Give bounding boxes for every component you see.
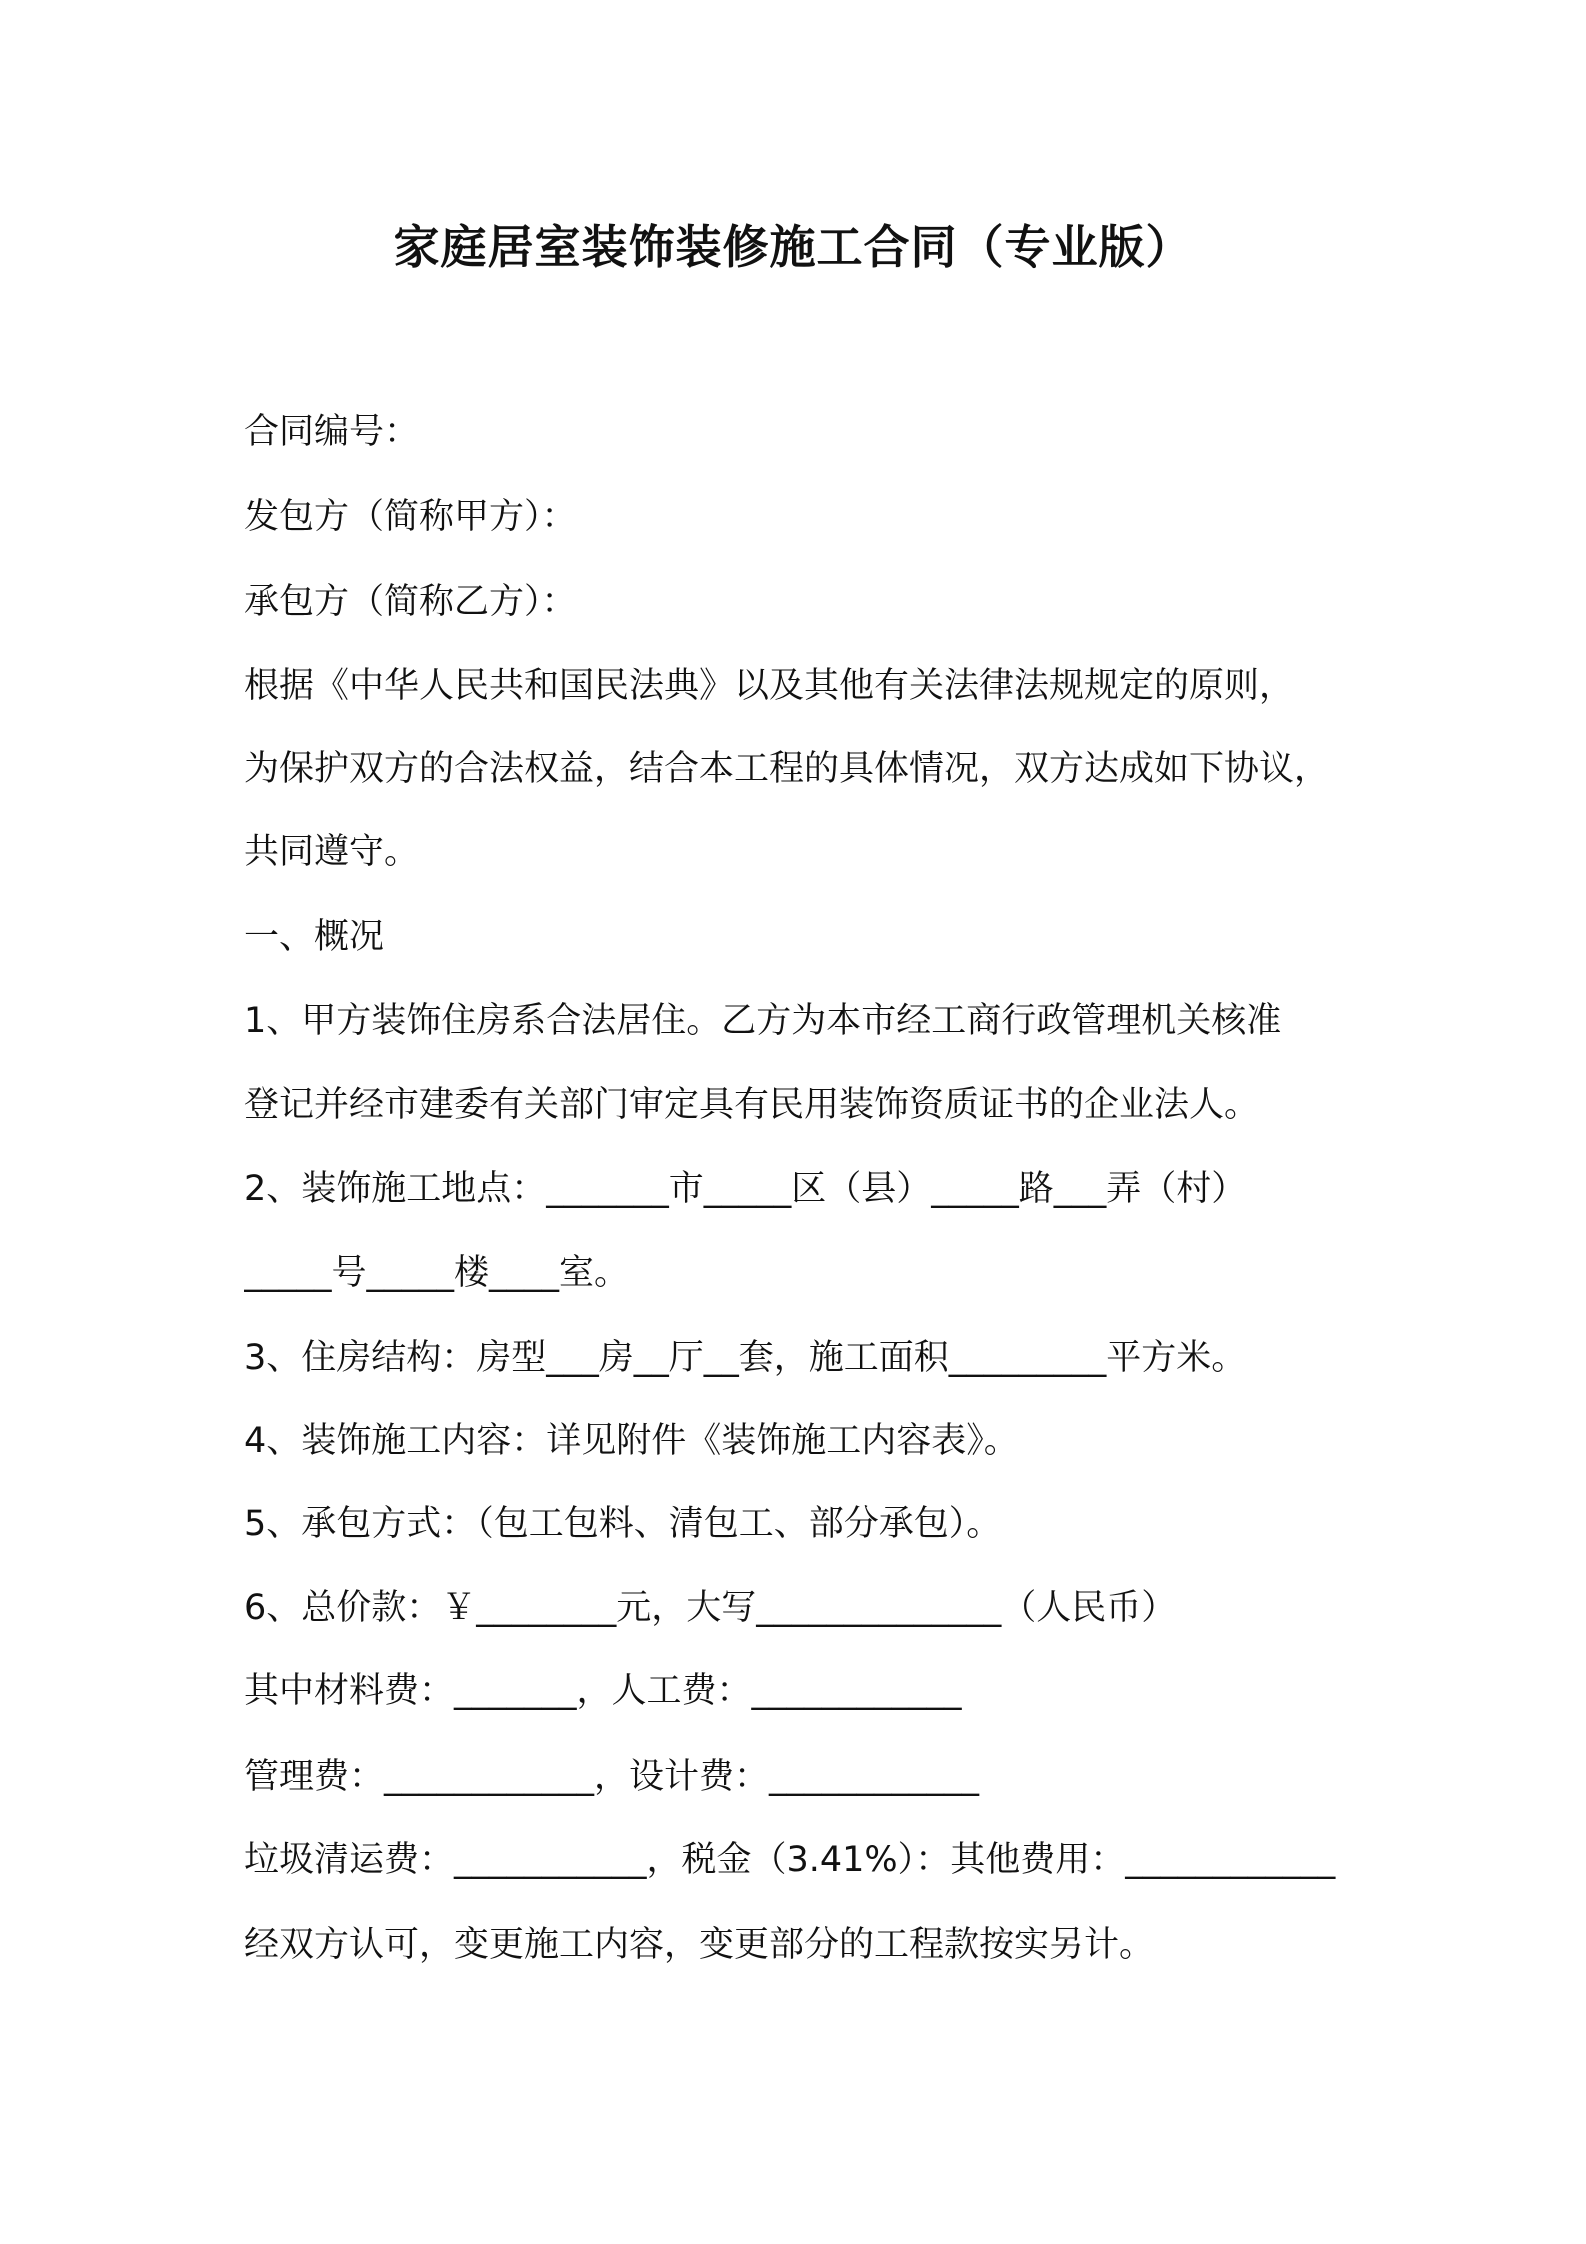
clause-2-line-2: _____号_____楼____室。: [244, 1253, 630, 1293]
clause-6-line-5: 经双方认可，变更施工内容，变更部分的工程款按实另计。: [244, 1925, 1155, 1965]
preamble-line-2: 为保护双方的合法权益，结合本工程的具体情况，双方达成如下协议，: [244, 749, 1330, 789]
clause-5-line: 5、承包方式：（包工包料、清包工、部分承包）。: [244, 1504, 1002, 1544]
clause-6-line-2: 其中材料费：_______，人工费：____________: [244, 1671, 962, 1711]
clause-3-line: 3、住房结构：房型___房__厅__套，施工面积_________平方米。: [244, 1338, 1247, 1378]
document-title: 家庭居室装饰装修施工合同（专业版）: [393, 220, 1193, 274]
clause-1-line-2: 登记并经市建委有关部门审定具有民用装饰资质证书的企业法人。: [244, 1085, 1260, 1125]
party-a-line: 发包方（简称甲方）：: [244, 497, 577, 537]
clause-6-line-4: 垃圾清运费：___________，税金（3.41%）：其他费用：____________: [244, 1840, 1336, 1880]
clause-6-line-3: 管理费：____________，设计费：____________: [244, 1757, 980, 1797]
section-heading-overview: 一、概况: [244, 917, 385, 957]
preamble-line-3: 共同遵守。: [244, 832, 420, 872]
clause-1-line-1: 1、甲方装饰住房系合法居住。乙方为本市经工商行政管理机关核准: [244, 1001, 1282, 1041]
clause-4-line: 4、装饰施工内容：详见附件《装饰施工内容表》。: [244, 1421, 1019, 1461]
party-b-line: 承包方（简称乙方）：: [244, 582, 577, 622]
preamble-line-1: 根据《中华人民共和国民法典》以及其他有关法律法规规定的原则，: [244, 666, 1295, 706]
clause-6-line-1: 6、总价款：￥________元，大写______________（人民币）: [244, 1588, 1177, 1628]
clause-2-line-1: 2、装饰施工地点：_______市_____区（县）_____路___弄（村）: [244, 1169, 1247, 1209]
contract-number-line: 合同编号：: [244, 412, 420, 452]
